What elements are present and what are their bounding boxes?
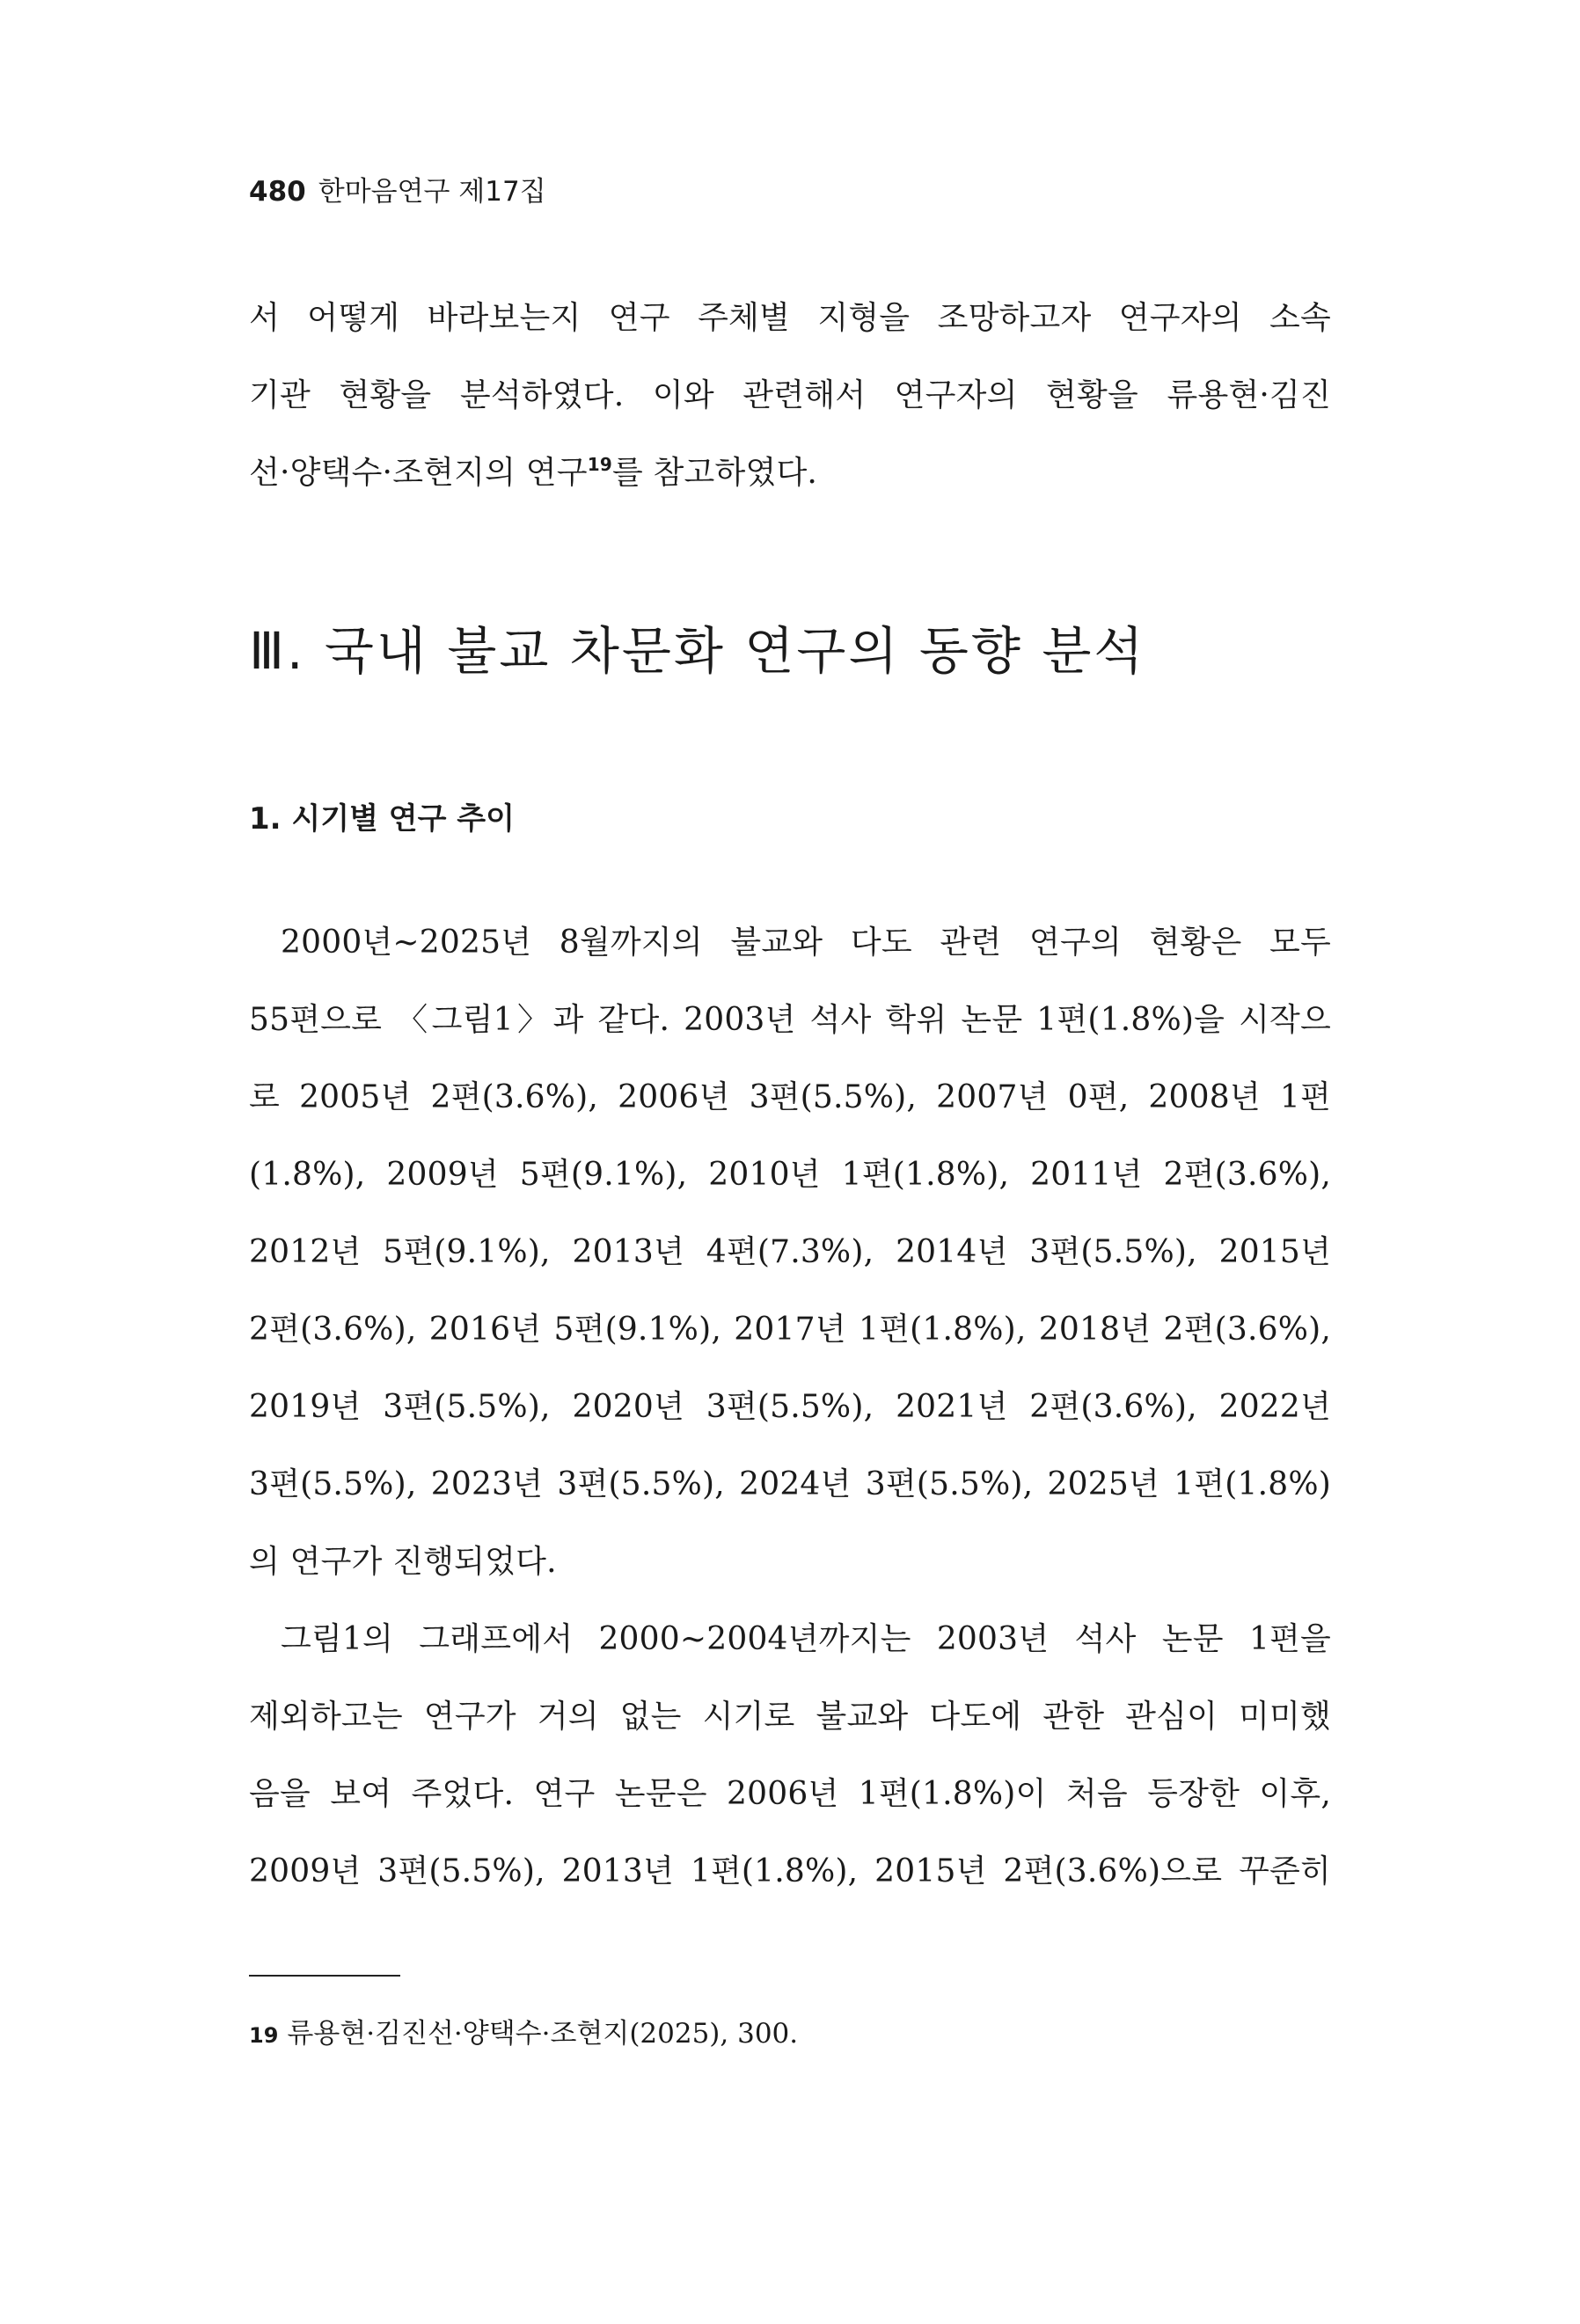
paragraph-line: 2012년 5편(9.1%), 2013년 4편(7.3%), 2014년 3편(5.5%), 2015년 (249, 1234, 1331, 1270)
paragraph-line-text: 선·양택수·조현지의 연구 (249, 455, 588, 491)
paragraph-line-tail: 를 참고하였다. (611, 455, 818, 491)
paragraph-line: 55편으로 〈그림1〉과 같다. 2003년 석사 학위 논문 1편(1.8%)을 시작으 (249, 1002, 1331, 1038)
paragraph-line: 의 연구가 진행되었다. (249, 1544, 557, 1580)
paragraph-line: 그림1의 그래프에서 2000~2004년까지는 2003년 석사 논문 1편을 (281, 1621, 1331, 1657)
section-heading: Ⅲ. 국내 불교 차문화 연구의 동향 분석 (249, 621, 1146, 681)
intro-paragraph (249, 280, 1331, 512)
footnote-reference[interactable]: 19 (587, 454, 612, 475)
paragraph-line: 2019년 3편(5.5%), 2020년 3편(5.5%), 2021년 2편(3.6%), 2022년 (249, 1389, 1331, 1425)
paragraph-line: 음을 보여 주었다. 연구 논문은 2006년 1편(1.8%)이 처음 등장한 이후, (249, 1776, 1331, 1812)
paragraph-line: 로 2005년 2편(3.6%), 2006년 3편(5.5%), 2007년 0편, 2008년 1편 (249, 1079, 1331, 1115)
page-number: 480 (249, 176, 306, 208)
paragraph-1 (249, 904, 1331, 1601)
paragraph-line: 2000년~2025년 8월까지의 불교와 다도 관련 연구의 현황은 모두 (281, 924, 1331, 961)
footnote (249, 2014, 798, 2055)
paragraph-line: 기관 현황을 분석하였다. 이와 관련해서 연구자의 현황을 류용현·김진 (249, 377, 1331, 413)
paragraph-line: 2009년 3편(5.5%), 2013년 1편(1.8%), 2015년 2편(3.6%)으로 꾸준히 (249, 1853, 1331, 1889)
paragraph-2 (249, 1601, 1331, 1911)
paragraph-line: 2편(3.6%), 2016년 5편(9.1%), 2017년 1편(1.8%), 2018년 2편(3.6%), (249, 1312, 1331, 1348)
paragraph-line: 제외하고는 연구가 거의 없는 시기로 불교와 다도에 관한 관심이 미미했 (249, 1699, 1331, 1735)
running-header (249, 172, 546, 211)
footnote-text: 류용현·김진선·양택수·조현지(2025), 300. (287, 2018, 799, 2050)
paragraph-line: (1.8%), 2009년 5편(9.1%), 2010년 1편(1.8%), 2011년 2편(3.6%), (249, 1157, 1331, 1193)
subsection-heading: 1. 시기별 연구 추이 (249, 801, 515, 837)
footnote-divider (249, 1975, 400, 1977)
footnote-number: 19 (249, 2023, 279, 2048)
paragraph-line: 3편(5.5%), 2023년 3편(5.5%), 2024년 3편(5.5%), 2025년 1편(1.8%) (249, 1466, 1331, 1502)
paragraph-line: 서 어떻게 바라보는지 연구 주체별 지형을 조망하고자 연구자의 소속 (249, 300, 1331, 336)
paragraph-line (249, 435, 1331, 512)
journal-title: 한마음연구 제17집 (318, 176, 546, 208)
